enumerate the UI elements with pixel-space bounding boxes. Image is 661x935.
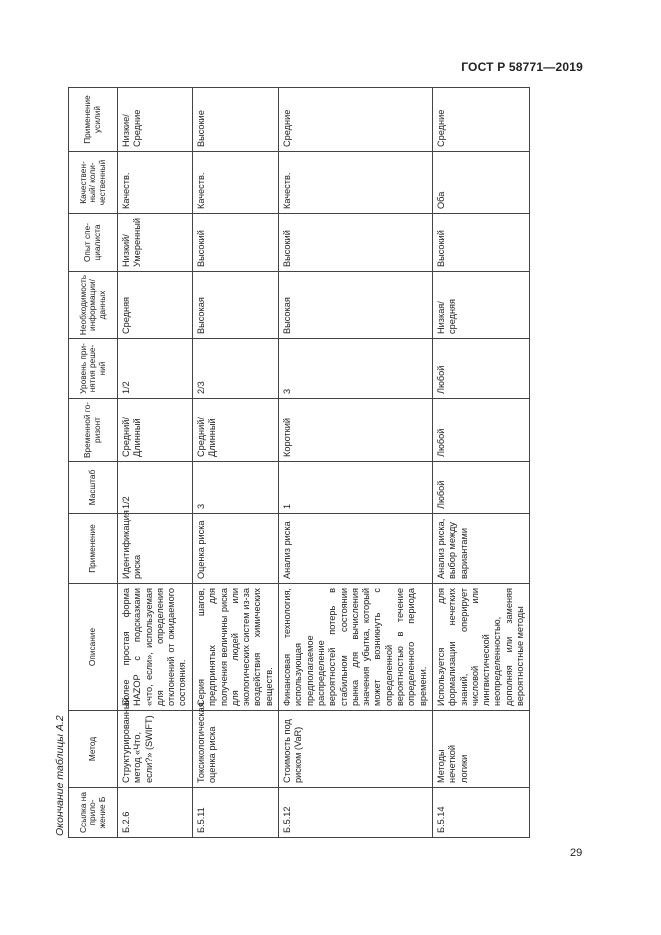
cell-scale: 3 — [193, 462, 279, 514]
table-row — [118, 88, 193, 838]
col-header-decision-level: Уровень принятия решений — [69, 339, 118, 399]
cell-application: Анализ риска, выбор между вариантами — [432, 514, 529, 584]
cell-qual-quant: Качеств. — [193, 152, 279, 214]
cell-application: Оценка риска — [193, 514, 279, 584]
cell-effort: Низкие/ Средние — [118, 88, 193, 152]
col-header-application: Применение — [69, 514, 118, 584]
cell-qual-quant: Качеств. — [118, 152, 193, 214]
cell-effort: Средние — [432, 88, 529, 152]
cell-method: Стоимость под риском (VaR) — [279, 711, 433, 788]
col-header-horizon: Временной горизонт — [69, 399, 118, 462]
cell-ref: Б.2.6 — [118, 788, 193, 838]
table-row — [432, 88, 529, 838]
cell-expertise: Высокий — [193, 214, 279, 272]
rotated-table-content — [52, 88, 530, 838]
cell-ref: Б.5.11 — [193, 788, 279, 838]
cell-ref: Б.5.12 — [279, 788, 433, 838]
cell-data-need: Высокая — [193, 272, 279, 339]
table-header-row — [69, 88, 118, 838]
cell-description: Финансовая технология, использующая предполагаемое распределение вероятностей потерь в стабильном состоянии рынка для вычисления значения убытка, который может возникнуть с определенной вероятностью в течение определенного периода времени. — [279, 584, 433, 711]
cell-application: Анализ риска — [279, 514, 433, 584]
table-caption: Окончание таблицы А.2 — [54, 715, 66, 836]
cell-description: Более простая форма HAZOP с подсказками «что, если», используемая для определения отклонений от ожидаемого состояния. — [118, 584, 193, 711]
col-header-description: Описание — [69, 584, 118, 711]
cell-horizon: Любой — [432, 399, 529, 462]
cell-qual-quant: Качеств. — [279, 152, 433, 214]
cell-description: Используется для формализации нечетких знаний, оперирует числовой или лингвистической неопределенностью, дополняя или заменяя вероятностные методы — [432, 584, 529, 711]
cell-expertise: Низкий/ Умеренный — [118, 214, 193, 272]
cell-effort: Высокие — [193, 88, 279, 152]
col-header-effort: Применение усилий — [69, 88, 118, 152]
table-row — [193, 88, 279, 838]
cell-application: Идентификация риска — [118, 514, 193, 584]
cell-expertise: Высокий — [279, 214, 433, 272]
methods-table — [68, 87, 530, 838]
cell-method: Структурированный метод «Что, если?» (SWIFT) — [118, 711, 193, 788]
cell-decision-level: 2/3 — [193, 339, 279, 399]
cell-decision-level: Любой — [432, 339, 529, 399]
col-header-scale: Масштаб — [69, 462, 118, 514]
cell-data-need: Низкая/ средняя — [432, 272, 529, 339]
rotated-table-area — [52, 88, 530, 838]
col-header-method: Метод — [69, 711, 118, 788]
table-row — [279, 88, 433, 838]
cell-expertise: Высокий — [432, 214, 529, 272]
cell-decision-level: 1/2 — [118, 339, 193, 399]
col-header-data-need: Необходимость информации/ данных — [69, 272, 118, 339]
cell-scale: 1 — [279, 462, 433, 514]
page-number: 29 — [570, 847, 583, 859]
standard-number: ГОСТ Р 58771—2019 — [461, 60, 583, 74]
col-header-expertise: Опыт специалиста — [69, 214, 118, 272]
cell-data-need: Высокая — [279, 272, 433, 339]
cell-description: Серия шагов, предпринятых для получения величины риска для людей или экологических систем из-за воздействия химических веществ. — [193, 584, 279, 711]
col-header-qual-quant: Качественный/ количественный — [69, 152, 118, 214]
col-header-ref: Ссылка на приложение Б — [69, 788, 118, 838]
cell-effort: Средние — [279, 88, 433, 152]
cell-ref: Б.5.14 — [432, 788, 529, 838]
cell-method: Токсикологическая оценка риска — [193, 711, 279, 788]
cell-method: Методы нечеткой логики — [432, 711, 529, 788]
cell-scale: 1/2 — [118, 462, 193, 514]
cell-scale: Любой — [432, 462, 529, 514]
cell-decision-level: 3 — [279, 339, 433, 399]
cell-data-need: Средняя — [118, 272, 193, 339]
cell-horizon: Средний/ Длинный — [118, 399, 193, 462]
cell-horizon: Короткий — [279, 399, 433, 462]
cell-qual-quant: Оба — [432, 152, 529, 214]
cell-horizon: Средний/ Длинный — [193, 399, 279, 462]
